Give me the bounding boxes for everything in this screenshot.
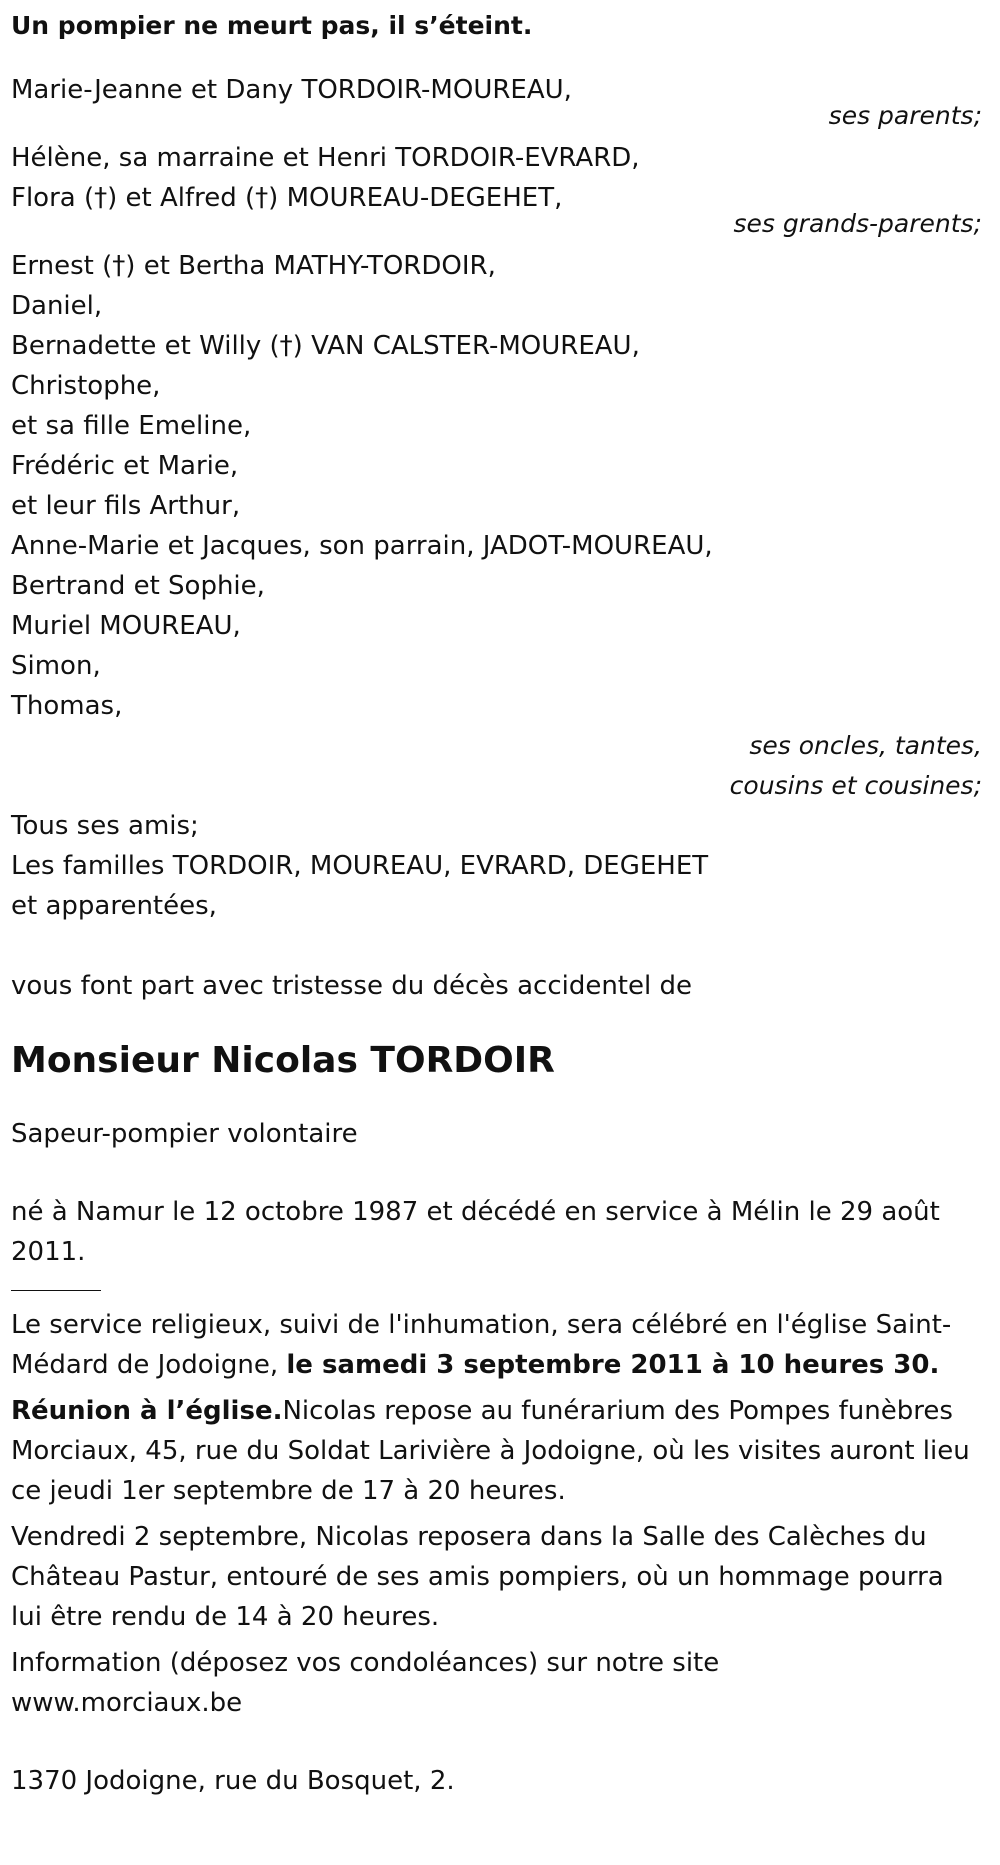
relatives-role-line2: cousins et cousines;: [729, 771, 982, 800]
friday-line1: Vendredi 2 septembre, Nicolas reposera dans la Salle des Calèches du: [11, 1522, 927, 1552]
service-line2-prefix: Médard de Jodoigne,: [11, 1350, 287, 1380]
relative-name: Thomas,: [11, 691, 123, 721]
info-paragraph: [11, 1643, 990, 1723]
parents-name: Marie-Jeanne et Dany TORDOIR-MOUREAU,: [11, 75, 572, 105]
birth-death-line1: né à Namur le 12 octobre 1987 et décédé en service à Mélin le 29 août: [11, 1197, 940, 1227]
families-line: Les familles TORDOIR, MOUREAU, EVRARD, DEGEHET: [11, 851, 709, 881]
reunion-line2: Morciaux, 45, rue du Soldat Larivière à Jodoigne, où les visites auront lieu: [11, 1436, 970, 1466]
service-paragraph: [11, 1305, 990, 1385]
relative-name: Muriel MOUREAU,: [11, 611, 241, 641]
relative-name: Frédéric et Marie,: [11, 451, 239, 481]
occupation: Sapeur-pompier volontaire: [11, 1119, 358, 1149]
info-line1: Information (déposez vos condoléances) sur notre site: [11, 1648, 720, 1678]
deceased-name: Monsieur Nicolas TORDOIR: [11, 1040, 555, 1081]
grandparents-role: ses grands-parents;: [733, 209, 982, 238]
reunion-paragraph: [11, 1391, 990, 1511]
friends-line: Tous ses amis;: [11, 811, 199, 841]
related-line: et apparentées,: [11, 891, 217, 921]
relatives-list: [11, 246, 990, 726]
relative-name: Simon,: [11, 651, 101, 681]
relative-name: Ernest (†) et Bertha MATHY-TORDOIR,: [11, 251, 496, 281]
friday-line3: lui être rendu de 14 à 20 heures.: [11, 1602, 440, 1632]
relative-name: et sa fille Emeline,: [11, 411, 252, 441]
friday-paragraph: [11, 1517, 990, 1637]
relative-name: Bertrand et Sophie,: [11, 571, 265, 601]
birth-death-line2: 2011.: [11, 1237, 86, 1267]
headline: Un pompier ne meurt pas, il s’éteint.: [11, 11, 533, 40]
website-link[interactable]: www.morciaux.be: [11, 1688, 243, 1718]
parents-role: ses parents;: [828, 101, 982, 130]
relatives-role-line1: ses oncles, tantes,: [749, 731, 982, 760]
reunion-line1: [11, 1391, 990, 1431]
address: 1370 Jodoigne, rue du Bosquet, 2.: [11, 1766, 455, 1796]
reunion-bold: Réunion à l’église.: [11, 1396, 283, 1426]
relative-name: Bernadette et Willy (†) VAN CALSTER-MOUREAU,: [11, 331, 640, 361]
reunion-line1-rest: Nicolas repose au funérarium des Pompes funèbres: [282, 1396, 953, 1426]
relative-name: Christophe,: [11, 371, 161, 401]
relative-name: Daniel,: [11, 291, 103, 321]
announcement: vous font part avec tristesse du décès accidentel de: [11, 971, 692, 1001]
service-line2: [11, 1345, 990, 1385]
separator-rule: [11, 1290, 101, 1291]
relative-name: Anne-Marie et Jacques, son parrain, JADOT-MOUREAU,: [11, 531, 713, 561]
grandparents-name: Hélène, sa marraine et Henri TORDOIR-EVRARD,: [11, 143, 640, 173]
friday-line2: Château Pastur, entouré de ses amis pompiers, où un hommage pourra: [11, 1562, 944, 1592]
grandparents-name: Flora (†) et Alfred (†) MOUREAU-DEGEHET,: [11, 183, 563, 213]
service-date: le samedi 3 septembre 2011 à 10 heures 30.: [286, 1350, 940, 1380]
reunion-line3: ce jeudi 1er septembre de 17 à 20 heures.: [11, 1476, 566, 1506]
relative-name: et leur fils Arthur,: [11, 491, 241, 521]
service-line1: Le service religieux, suivi de l'inhumation, sera célébré en l'église Saint-: [11, 1310, 952, 1340]
